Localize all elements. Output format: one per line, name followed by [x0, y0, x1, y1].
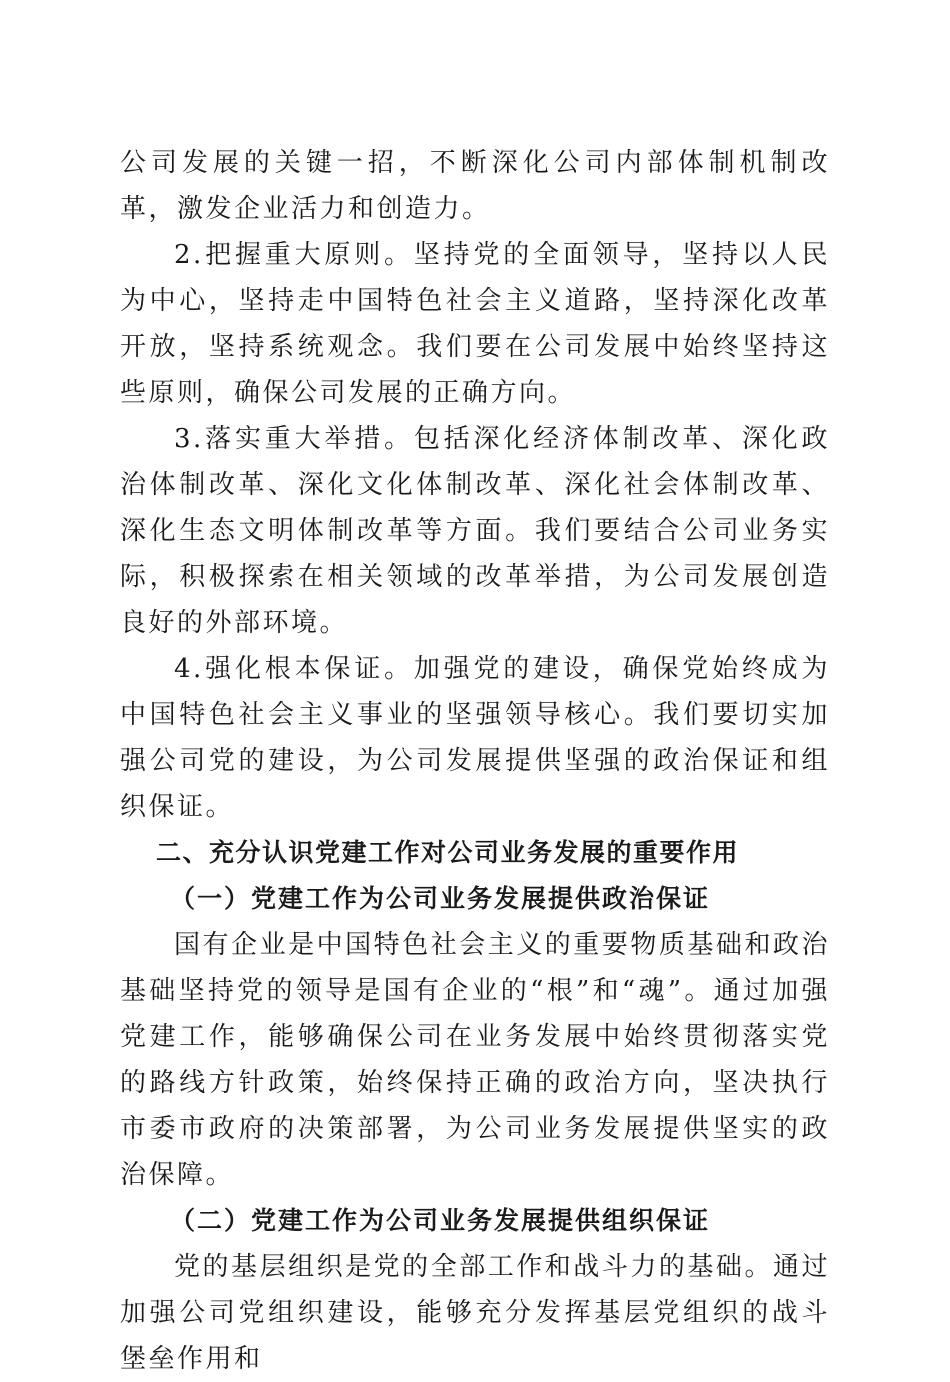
paragraph-item-4: 4.强化根本保证。加强党的建设，确保党始终成为中国特色社会主义事业的坚强领导核心。我们要切实加强公司党的建设，为公司发展提供坚强的政治保证和组织保证。: [120, 654, 830, 822]
subsection-heading-1: （一）党建工作为公司业务发展提供政治保证: [170, 884, 711, 913]
document-body: [120, 140, 830, 1382]
section-heading: 二、充分认识党建工作对公司业务发展的重要作用: [156, 838, 740, 867]
paragraph-political-guarantee: 国有企业是中国特色社会主义的重要物质基础和政治基础坚持党的领导是国有企业的“根”和“魂”。通过加强党建工作，能够确保公司在业务发展中始终贯彻落实党的路线方针政策，始终保持正确的政治方向，坚决执行市委市政府的决策部署，为公司业务发展提供坚实的政治保障。: [120, 930, 830, 1190]
subsection-heading-2: （二）党建工作为公司业务发展提供组织保证: [170, 1206, 711, 1235]
paragraph-organizational-guarantee: 党的基层组织是党的全部工作和战斗力的基础。通过加强公司党组织建设，能够充分发挥基层党组织的战斗堡垒作用和: [120, 1252, 830, 1374]
paragraph-item-2: 2.把握重大原则。坚持党的全面领导，坚持以人民为中心，坚持走中国特色社会主义道路，坚持深化改革开放，坚持系统观念。我们要在公司发展中始终坚持这些原则，确保公司发展的正确方向。: [120, 240, 830, 408]
paragraph-item-3: 3.落实重大举措。包括深化经济体制改革、深化政治体制改革、深化文化体制改革、深化社会体制改革、深化生态文明体制改革等方面。我们要结合公司业务实际，积极探索在相关领域的改革举措，为公司发展创造良好的外部环境。: [120, 424, 830, 638]
paragraph-continuation: 公司发展的关键一招，不断深化公司内部体制机制改革，激发企业活力和创造力。: [120, 148, 830, 224]
